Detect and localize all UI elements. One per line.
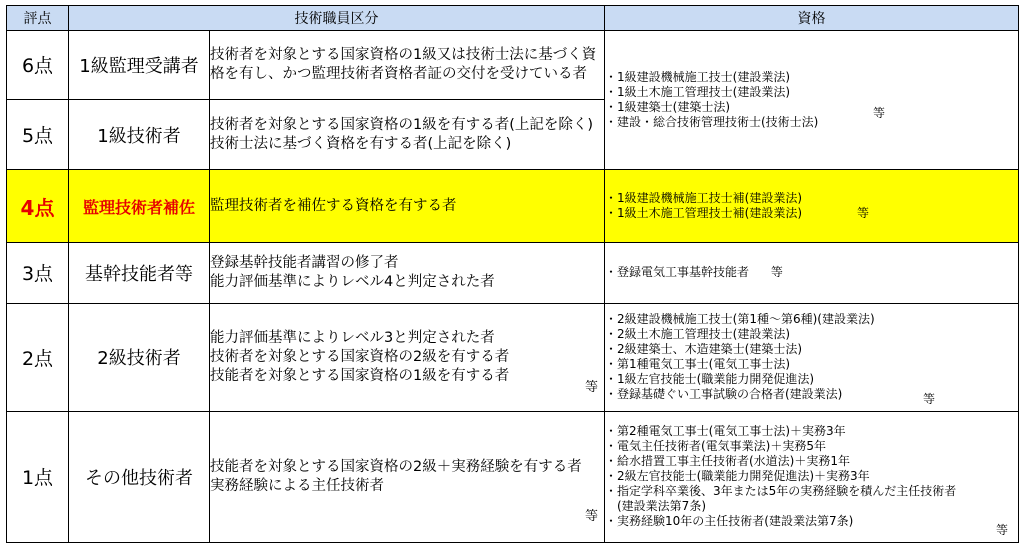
qualification-item: ・建設・総合技術管理技術士(技術士法) bbox=[605, 115, 819, 130]
description-text: 能力評価基準によりレベル3と判定された者 bbox=[210, 329, 495, 346]
qualification-cell bbox=[605, 243, 1019, 304]
category-cell: その他技術者 bbox=[69, 411, 210, 542]
qualification-item: ・給水措置工事主任技術者(水道法)＋実務1年 bbox=[605, 454, 850, 469]
description-cell bbox=[210, 99, 605, 170]
etc-mark: 等 bbox=[995, 523, 1008, 537]
qualification-item: ・1級建設機械施工技士(建設業法) bbox=[605, 70, 790, 85]
etc-mark: 等 bbox=[873, 106, 886, 121]
category-cell: 1級技術者 bbox=[69, 99, 210, 170]
qualification-item: ・1級土木施工管理技士(建設業法) bbox=[605, 85, 790, 100]
score-cell: 5点 bbox=[7, 99, 69, 170]
header-score: 評点 bbox=[7, 6, 69, 31]
qualification-item: ・2級建設機械施工技士(第1種～第6種)(建設業法) bbox=[605, 312, 875, 327]
description-text: 技術者を対象とする国家資格の1級を有する者(上記を除く) bbox=[210, 116, 594, 133]
description-text: 実務経験による主任技術者 bbox=[210, 477, 384, 494]
qualification-item: (建設業法第7条) bbox=[605, 499, 706, 514]
description-cell bbox=[210, 411, 605, 542]
description-cell bbox=[210, 303, 605, 411]
description-text: 監理技術者を補佐する資格を有する者 bbox=[210, 197, 457, 214]
description-text: 技術者を対象とする国家資格の2級を有する者 bbox=[210, 348, 510, 365]
score-cell: 4点 bbox=[7, 170, 69, 243]
qualification-item: ・電気主任技術者(電気事業法)＋実務5年 bbox=[605, 439, 826, 454]
score-table bbox=[6, 5, 1019, 543]
etc-mark: 等 bbox=[857, 206, 870, 221]
description-cell bbox=[210, 170, 605, 243]
score-cell: 1点 bbox=[7, 411, 69, 542]
description-text: 技術者を対象とする国家資格の1級又は技術士法に基づく資格を有し、かつ監理技術者資格者証の交付を受けている者 bbox=[210, 46, 597, 82]
qualification-cell bbox=[605, 411, 1019, 542]
table-row bbox=[7, 303, 1019, 411]
description-cell bbox=[210, 31, 605, 100]
score-cell: 6点 bbox=[7, 31, 69, 100]
qualification-item: ・実務経験10年の主任技術者(建設業法第7条) bbox=[605, 514, 854, 529]
table-row bbox=[7, 411, 1019, 542]
category-cell: 1級監理受講者 bbox=[69, 31, 210, 100]
qualification-item: ・登録電気工事基幹技能者 bbox=[605, 265, 750, 280]
etc-mark: 等 bbox=[923, 391, 936, 406]
qualification-item: ・第2種電気工事士(電気工事士法)＋実務3年 bbox=[605, 424, 846, 439]
score-cell: 2点 bbox=[7, 303, 69, 411]
category-cell: 監理技術者補佐 bbox=[69, 170, 210, 243]
description-text: 技能者を対象とする国家資格の1級を有する者 bbox=[210, 367, 510, 384]
description-cell bbox=[210, 243, 605, 304]
header-qualification: 資格 bbox=[605, 6, 1019, 31]
category-cell: 2級技術者 bbox=[69, 303, 210, 411]
qualification-item: ・2級土木施工管理技士(建設業法) bbox=[605, 327, 790, 342]
header-row bbox=[7, 6, 1019, 31]
qualification-item: ・登録基礎ぐい工事試験の合格者(建設業法) bbox=[605, 387, 843, 402]
table-row-highlighted bbox=[7, 170, 1019, 243]
qualification-cell bbox=[605, 303, 1019, 411]
description-text: 登録基幹技能者講習の修了者 bbox=[210, 254, 399, 271]
qualification-item: ・第1種電気工事士(電気工事士法) bbox=[605, 357, 790, 372]
qualification-item: ・2級左官技能士(職業能力開発促進法)＋実務3年 bbox=[605, 469, 870, 484]
table-row bbox=[7, 31, 1019, 100]
qualification-item: ・2級建築士、木造建築士(建築士法) bbox=[605, 342, 802, 357]
etc-mark: 等 bbox=[584, 509, 598, 524]
qualification-item: ・指定学科卒業後、3年または5年の実務経験を積んだ主任技術者 bbox=[605, 484, 957, 499]
description-text: 技術士法に基づく資格を有する者(上記を除く) bbox=[210, 135, 512, 152]
qualification-item: ・1級左官技能士(職業能力開発促進法) bbox=[605, 372, 814, 387]
score-cell: 3点 bbox=[7, 243, 69, 304]
category-cell: 基幹技能者等 bbox=[69, 243, 210, 304]
description-text: 能力評価基準によりレベル4と判定された者 bbox=[210, 273, 495, 290]
qualification-cell bbox=[605, 31, 1019, 170]
qualification-cell bbox=[605, 170, 1019, 243]
etc-mark: 等 bbox=[770, 265, 783, 280]
table-row bbox=[7, 243, 1019, 304]
qualification-item: ・1級土木施工管理技士補(建設業法) bbox=[605, 206, 802, 221]
description-text: 技能者を対象とする国家資格の2級＋実務経験を有する者 bbox=[210, 458, 582, 475]
qualification-item: ・1級建設機械施工技士補(建設業法) bbox=[605, 191, 802, 206]
header-category: 技術職員区分 bbox=[69, 6, 605, 31]
etc-mark: 等 bbox=[584, 379, 598, 395]
qualification-item: ・1級建築士(建築士法) bbox=[605, 100, 730, 115]
